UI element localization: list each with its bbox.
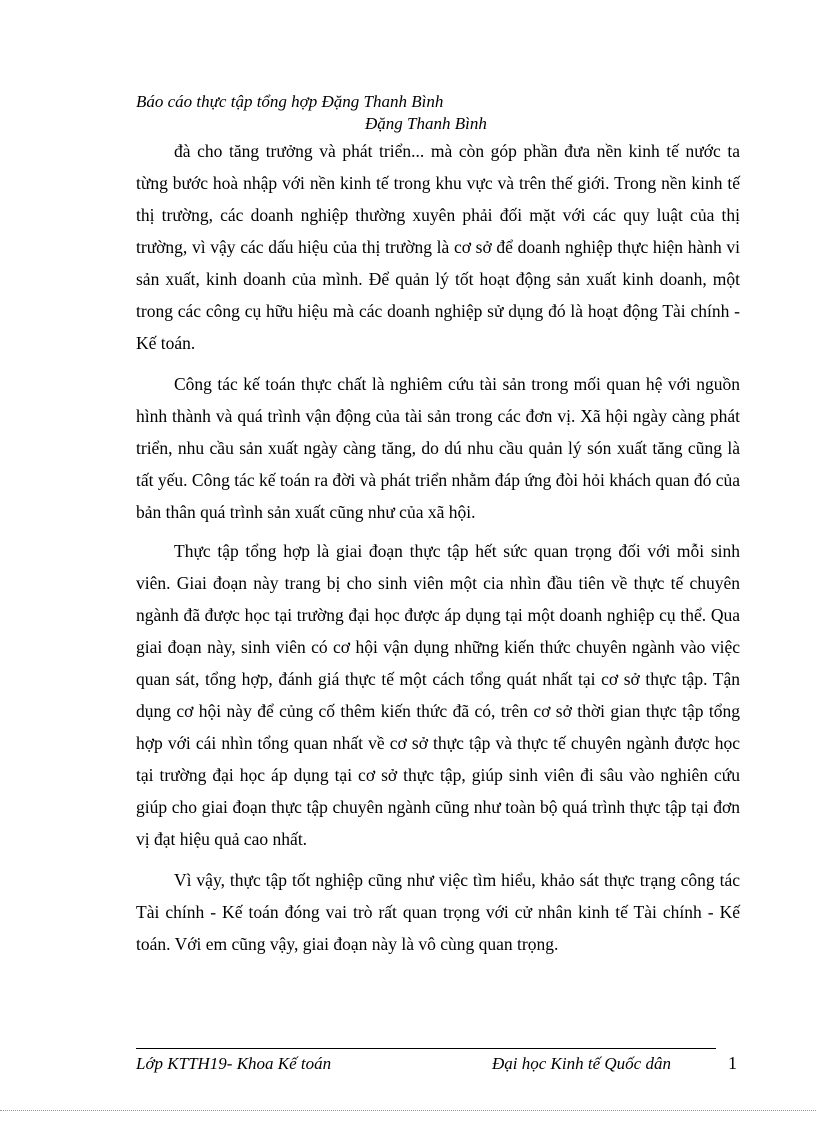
header-title: Báo cáo thực tập tổng hợp Đặng Thanh Bình: [136, 92, 444, 111]
body-text: [136, 135, 740, 970]
footer-university: Đại học Kinh tế Quốc dân: [492, 1054, 671, 1073]
header-author: Đặng Thanh Bình: [365, 114, 487, 133]
page-break-line: [0, 1110, 816, 1111]
paragraph-3: Thực tập tổng hợp là giai đoạn thực tập hết sức quan trọng đối với mỗi sinh viên. Giai đoạn này trang bị cho sinh viên một cia nhìn đầu tiên về thực tế chuyên ngành đã được học tại trường đại học được áp dụng tại một doanh nghiệp cụ thể. Qua giai đoạn này, sinh viên có cơ hội vận dụng những kiến thức chuyên ngành vào việc quan sát, tổng hợp, đánh giá thực tế một cách tổng quát nhất tại cơ sở thực tập. Tận dụng cơ hội này để củng cố thêm kiến thức đã có, trên cơ sở thời gian thực tập tổng hợp với cái nhìn tổng quan nhất về cơ sở thực tập và thực tế chuyên ngành được học tại trường đại học áp dụng tại cơ sở thực tập, giúp sinh viên đi sâu vào nghiên cứu giúp cho giai đoạn thực tập chuyên ngành cũng như toàn bộ quá trình thực tập tại đơn vị đạt hiệu quả cao nhất.: [136, 541, 740, 849]
paragraph-4: Vì vậy, thực tập tốt nghiệp cũng như việc tìm hiểu, khảo sát thực trạng công tác Tài chính - Kế toán đóng vai trò rất quan trọng với cử nhân kinh tế Tài chính - Kế toán. Với em cũng vậy, giai đoạn này là vô cùng quan trọng.: [136, 870, 740, 954]
paragraph-2: Công tác kế toán thực chất là nghiêm cứu tài sản trong mối quan hệ với nguồn hình thành và quá trình vận động của tài sản trong các đơn vị. Xã hội ngày càng phát triển, nhu cầu sản xuất ngày càng tăng, do dú nhu cầu quản lý són xuất tăng cũng là tất yếu. Công tác kế toán ra đời và phát triển nhằm đáp ứng đòi hỏi khách quan đó của bản thân quá trình sản xuất cũng như của xã hội.: [136, 374, 740, 522]
page-number: 1: [728, 1053, 737, 1073]
paragraph-1: đà cho tăng trưởng và phát triển... mà còn góp phần đưa nền kinh tế nước ta từng bước hoà nhập với nền kinh tế trong khu vực và trên thế giới. Trong nền kinh tế thị trường, các doanh nghiệp thường xuyên phải đối mặt với các quy luật của thị trường, vì vậy các dấu hiệu của thị trường là cơ sở để doanh nghiệp thực hiện hành vi sản xuất, kinh doanh của mình. Để quản lý tốt hoạt động sản xuất kinh doanh, một trong các công cụ hữu hiệu mà các doanh nghiệp sử dụng đó là hoạt động Tài chính - Kế toán.: [136, 141, 740, 353]
footer-class: Lớp KTTH19- Khoa Kế toán: [136, 1054, 332, 1073]
footer-divider: [136, 1048, 716, 1049]
